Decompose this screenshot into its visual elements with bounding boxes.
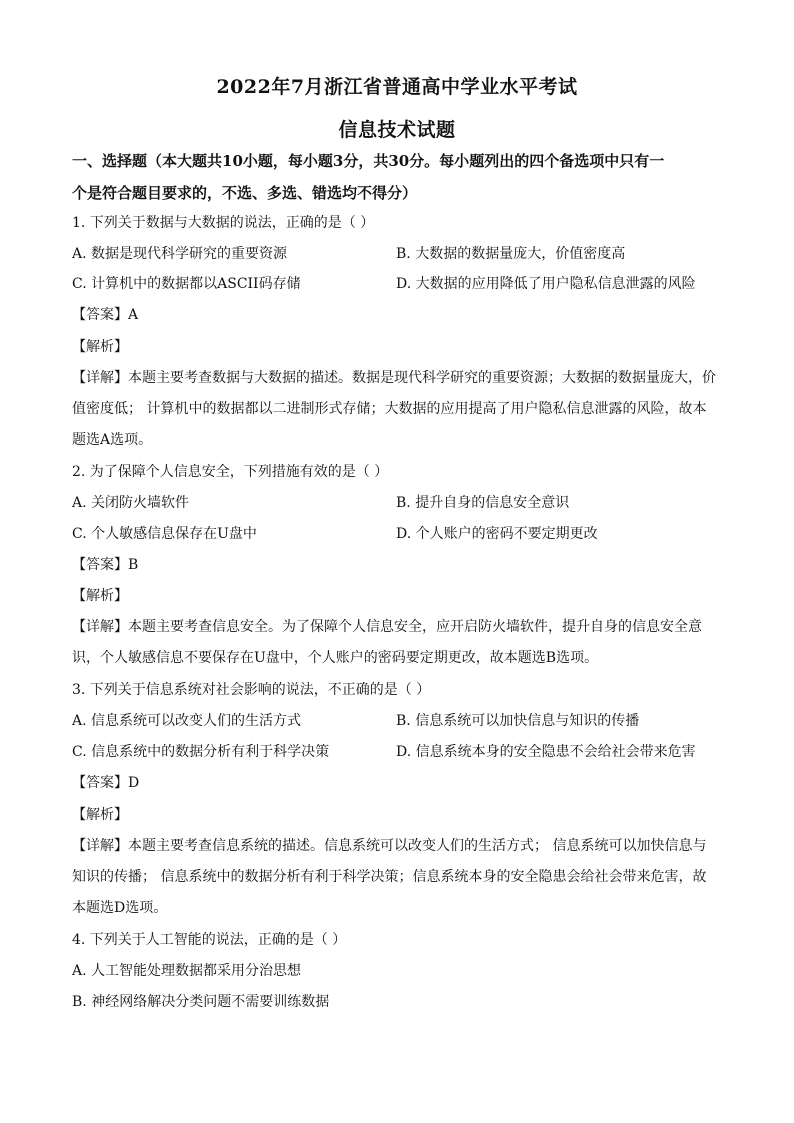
q3-option-c: C. 信息系统中的数据分析有利于科学决策 [72,744,330,760]
q3-detail-line-3: 本题选D选项。 [72,900,168,916]
q2-stem: 2. 为了保障个人信息安全，下列措施有效的是（ ） [72,464,389,480]
section-heading-line-1: 一、选择题（本大题共10小题，每小题3分，共30分。每小题列出的四个备选项中只有一 [72,152,665,170]
q1-option-d: D. 大数据的应用降低了用户隐私信息泄露的风险 [396,276,696,292]
q1-option-c: C. 计算机中的数据都以ASCII码存储 [72,276,301,292]
page-title: 2022年7月浙江省普通高中学业水平考试 [216,76,578,98]
q1-detail-line-2: 值密度低； 计算机中的数据都以二进制形式存储；大数据的应用提高了用户隐私信息泄露的风险，故本 [72,401,707,417]
q4-option-a: A. 人工智能处理数据都采用分治思想 [72,963,302,979]
q1-stem: 1. 下列关于数据与大数据的说法，正确的是（ ） [72,215,375,231]
page-subtitle: 信息技术试题 [338,119,456,141]
q1-detail-line-1: 【详解】本题主要考查数据与大数据的描述。数据是现代科学研究的重要资源；大数据的数据量庞大，价 [72,370,716,386]
q1-option-b: B. 大数据的数据量庞大，价值密度高 [396,246,626,262]
q4-option-b: B. 神经网络解决分类问题不需要训练数据 [72,994,330,1010]
q2-option-c: C. 个人敏感信息保存在U盘中 [72,526,257,542]
q3-stem: 3. 下列关于信息系统对社会影响的说法，不正确的是（ ） [72,682,431,698]
q1-option-a: A. 数据是现代科学研究的重要资源 [72,246,288,262]
section-heading-line-2: 个是符合题目要求的，不选、多选、错选均不得分） [72,184,418,202]
q2-detail-line-2: 识，个人敏感信息不要保存在U盘中，个人账户的密码要定期更改，故本题选B选项。 [72,650,599,666]
q3-option-a: A. 信息系统可以改变人们的生活方式 [72,713,302,729]
q3-option-b: B. 信息系统可以加快信息与知识的传播 [396,713,640,729]
q2-option-a: A. 关闭防火墙软件 [72,495,190,511]
q2-answer: 【答案】B [72,557,139,573]
q1-detail-line-3: 题选A选项。 [72,432,153,448]
q1-analysis-label: 【解析】 [72,339,128,355]
q3-detail-line-2: 知识的传播； 信息系统中的数据分析有利于科学决策；信息系统本身的安全隐患会给社会带来危害，故 [72,869,707,885]
q4-stem: 4. 下列关于人工智能的说法，正确的是（ ） [72,932,347,948]
q3-option-d: D. 信息系统本身的安全隐患不会给社会带来危害 [396,744,696,760]
q2-option-d: D. 个人账户的密码不要定期更改 [396,526,598,542]
q2-analysis-label: 【解析】 [72,588,128,604]
q3-analysis-label: 【解析】 [72,807,128,823]
q3-detail-line-1: 【详解】本题主要考查信息系统的描述。信息系统可以改变人们的生活方式； 信息系统可以加快信息与 [72,838,707,854]
q2-detail-line-1: 【详解】本题主要考查信息安全。为了保障个人信息安全，应开启防火墙软件，提升自身的信息安全意 [72,619,702,635]
q1-answer: 【答案】A [72,307,139,323]
q3-answer: 【答案】D [72,775,140,791]
q2-option-b: B. 提升自身的信息安全意识 [396,495,570,511]
